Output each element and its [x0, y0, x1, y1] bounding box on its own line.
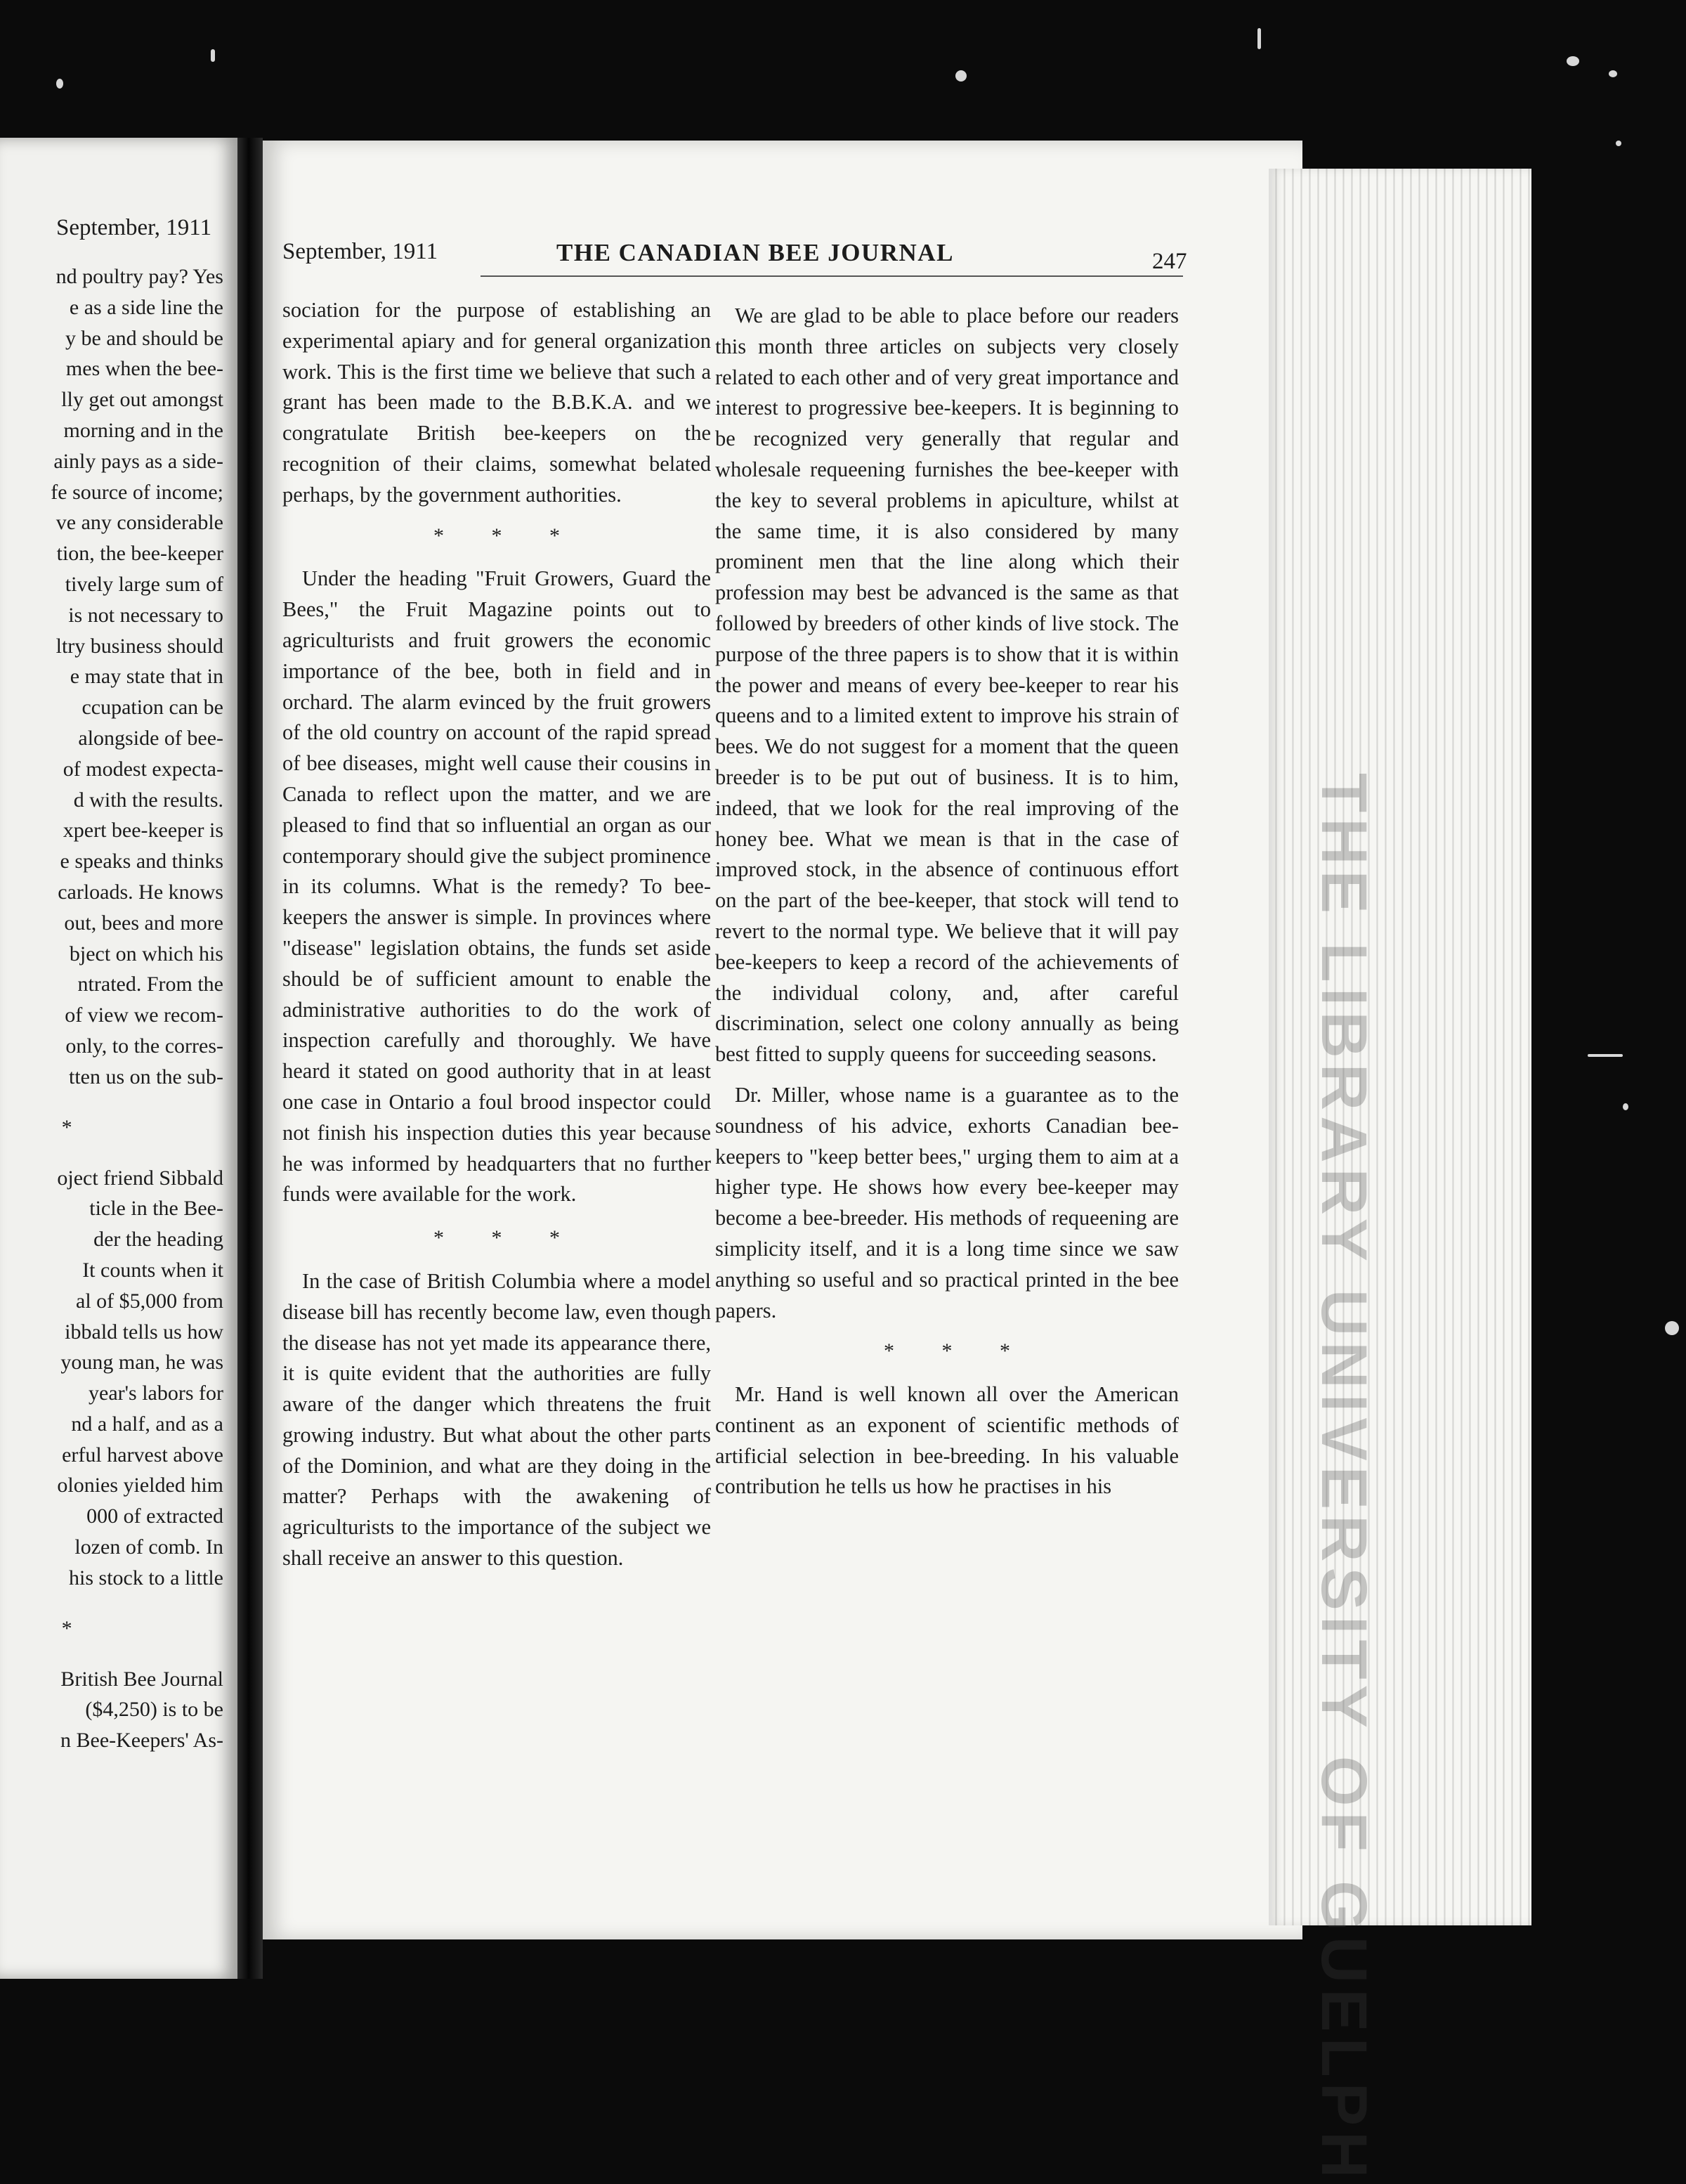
- running-header: [282, 239, 1210, 274]
- paragraph: Dr. Miller, whose name is a guarantee as to the soundness of his advice, exhorts Canadian bee-keepers to "keep better bees," urging them to aim at a higher type. He shows how every bee-keeper may become a bee-breeder. His methods of requeening are simplicity itself, and it is a long time since we saw anything so useful and so practical printed in the bee papers.: [715, 1082, 1179, 1322]
- text-line: erful harvest above: [62, 1443, 223, 1467]
- text-line: e may state that in: [70, 665, 223, 689]
- text-line: of view we recom-: [65, 1003, 223, 1027]
- text-line: bject on which his: [69, 942, 223, 966]
- text-line: alongside of bee-: [78, 726, 223, 750]
- text-line: ccupation can be: [81, 696, 223, 720]
- text-line: only, to the corres-: [65, 1034, 223, 1058]
- library-stamp: THE LIBRARY UNIVERSITY OF GUELPH: [1308, 773, 1380, 2184]
- text-line: ntrated. From the: [77, 973, 223, 996]
- header-date: September, 1911: [282, 239, 438, 264]
- text-line: of modest expecta-: [63, 757, 223, 781]
- text-line: n Bee-Keepers' As-: [60, 1729, 223, 1753]
- section-divider: *: [61, 1115, 72, 1139]
- text-line: morning and in the: [63, 418, 223, 442]
- text-line: der the heading: [93, 1228, 223, 1252]
- journal-title: THE CANADIAN BEE JOURNAL: [556, 239, 954, 266]
- section-divider: * * *: [884, 1339, 1031, 1363]
- left-page-text: [51, 261, 223, 1756]
- text-line: ticle in the Bee-: [89, 1197, 223, 1221]
- column-left: [282, 295, 711, 1584]
- text-line: lozen of comb. In: [74, 1535, 223, 1559]
- text-line: nd a half, and as a: [71, 1412, 223, 1436]
- header-rule: [481, 275, 1183, 277]
- column-right: [715, 301, 1179, 1512]
- text-line: young man, he was: [60, 1351, 223, 1374]
- text-line: It counts when it: [82, 1258, 223, 1282]
- text-line: tion, the bee-keeper: [56, 542, 223, 566]
- text-line: nd poultry pay? Yes: [55, 265, 223, 288]
- text-line: ainly pays as a side-: [53, 449, 223, 473]
- text-line: ($4,250) is to be: [85, 1698, 223, 1722]
- text-line: his stock to a little: [69, 1566, 223, 1590]
- paragraph: We are glad to be able to place before our readers this month three articles on subjects very closely related to each other and of very great importance and interest to progressive bee-keepers. It is beginning to be recognized very generally that regular and wholesale requeening furnishes the bee-keeper with the key to several problems in apiculture, whilst at the same time, it is also considered by many prominent men that the line along which their profession may best be advanced is the same as that followed by breeders of other kinds of live stock. The purpose of the three papers is to show that it is within the power and means of every bee-keeper to rear his queens and to a limited extent to improve his strain of bees. We do not suggest for a moment that the queen breeder is to be put out of business. It is to him, indeed, that we look for the real improving of the honey bee. What we mean is that in the case of improved stock, in the absence of continuous effort on the part of the bee-keeper, that stock will tend to revert to the normal type. We believe that it will pay bee-keepers to keep a record of the achievements of the individual colony, and, after careful discrimination, select one colony annually as being best fitted to supply queens for succeeding seasons.: [715, 304, 1179, 1067]
- section-divider: *: [61, 1616, 72, 1640]
- paragraph: Under the heading "Fruit Growers, Guard the Bees," the Fruit Magazine points out to agriculturists and fruit growers the economic importance of the bee, both in field and in orchard. The alarm evinced by the fruit growers of the old country on account of the rapid spread of bee diseases, might well cause their cousins in Canada to reflect upon the matter, and we are pleased to find that so influential an organ as our contemporary should give the subject prominence in its columns. What is the remedy? To bee-keepers the answer is simple. In provinces where "disease" legislation obtains, the funds set aside should be of sufficient amount to enable the administrative authorities to do the work of inspection carefully and thoroughly. We have heard it stated on good authority that in at least one case in Ontario a foul brood inspector could not finish his inspection duties this year because he was informed by headquarters that no further funds were available for the work.: [282, 566, 711, 1207]
- text-line: mes when the bee-: [65, 357, 223, 381]
- text-line: tively large sum of: [65, 572, 223, 596]
- text-line: olonies yielded him: [57, 1474, 223, 1497]
- text-line: fe source of income;: [51, 480, 223, 504]
- paragraph: sociation for the purpose of establishing an experimental apiary and for general organization work. This is the first time we believe that such a grant has been made to the B.B.K.A. and we congratulate British bee-keepers on the recognition of their claims, somewhat belated perhaps, by the government authorities.: [282, 298, 711, 507]
- paragraph: In the case of British Columbia where a model disease bill has recently become law, even though the disease has not yet made its appearance there, it is quite evident that the authorities are fully aware of the danger which threatens the fruit growing industry. But what about the other parts of the Dominion, and what are they doing in the matter? Perhaps with the awakening of agriculturists to the importance of the subject we shall receive an answer to this question.: [282, 1268, 711, 1571]
- text-line: al of $5,000 from: [76, 1289, 223, 1313]
- text-line: oject friend Sibbald: [57, 1166, 223, 1190]
- text-line: lly get out amongst: [61, 388, 223, 412]
- text-line: British Bee Journal: [60, 1667, 223, 1691]
- text-line: y be and should be: [65, 326, 223, 350]
- book-gutter: [237, 138, 263, 1979]
- text-line: out, bees and more: [64, 911, 223, 935]
- text-line: d with the results.: [73, 788, 223, 812]
- page-number: 247: [1152, 249, 1187, 274]
- text-line: e as a side line the: [69, 295, 223, 319]
- text-line: tten us on the sub-: [69, 1065, 223, 1088]
- text-line: year's labors for: [89, 1382, 223, 1405]
- text-line: xpert bee-keeper is: [63, 819, 223, 843]
- text-line: is not necessary to: [68, 603, 223, 627]
- text-line: ibbald tells us how: [65, 1320, 223, 1344]
- section-divider: * * *: [433, 1226, 581, 1250]
- text-line: ve any considerable: [55, 511, 223, 535]
- text-line: e speaks and thinks: [60, 850, 223, 873]
- left-page-header: September, 1911: [56, 215, 212, 240]
- text-line: 000 of extracted: [86, 1504, 223, 1528]
- paragraph: Mr. Hand is well known all over the American continent as an exponent of scientific methods of artificial selection in bee-breeding. In his valuable contribution he tells us how he practises in his: [715, 1382, 1179, 1499]
- right-page: [263, 141, 1302, 1939]
- section-divider: * * *: [433, 524, 581, 547]
- text-line: carloads. He knows: [58, 880, 223, 904]
- left-page: [0, 138, 237, 1979]
- text-line: ltry business should: [55, 634, 223, 658]
